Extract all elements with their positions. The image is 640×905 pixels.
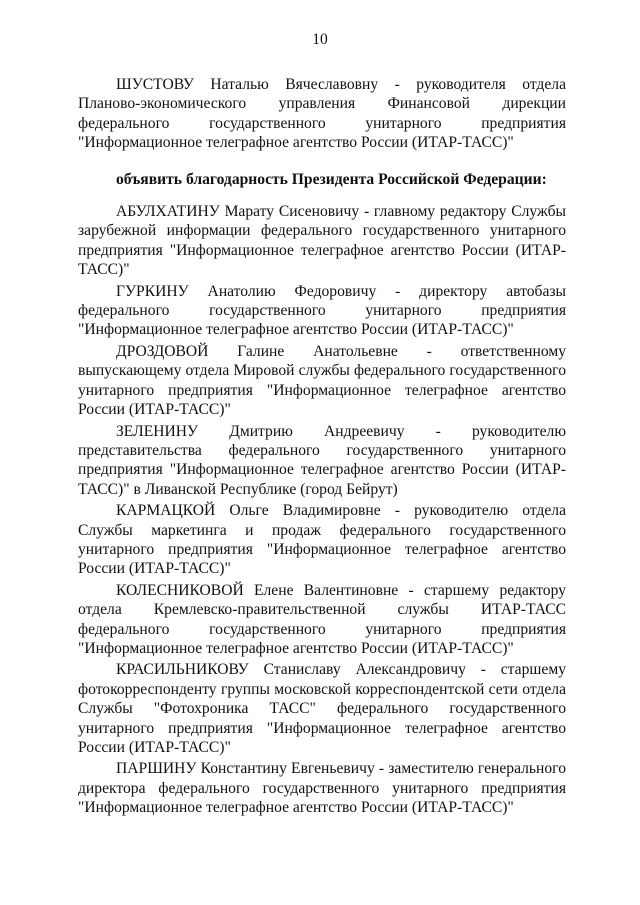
awardee-paragraph: ЗЕЛЕНИНУ Дмитрию Андреевичу - руководителю представительства федерального государственного унитарного предприятия "Информационное телеграфное агентство России (ИТАР-ТАСС)" в Ливанской Республике (город Бейрут) xyxy=(78,422,566,498)
awardee-paragraph: ДРОЗДОВОЙ Галине Анатольевне - ответственному выпускающему отдела Мировой службы федерального государственного унитарного предприятия "Информационное телеграфное агентство России (ИТАР-ТАСС)" xyxy=(78,342,566,419)
page-number: 10 xyxy=(312,31,328,48)
awardee-paragraph: КРАСИЛЬНИКОВУ Станиславу Александровичу - старшему фотокорреспонденту группы московской корреспондентской сети отдела Службы "Фотохроника ТАСС" федерального государственного унитарного предприятия "Информационное телеграфное агентство России (ИТАР-ТАСС)" xyxy=(78,661,566,756)
document-body xyxy=(78,75,566,820)
awardee-paragraph: АБУЛХАТИНУ Марату Сисеновичу - главному редактору Службы зарубежной информации федерального государственного унитарного предприятия "Информационное телеграфное агентство России (ИТАР-ТАСС)" xyxy=(78,203,566,279)
awardee-paragraph-shustova: ШУСТОВУ Наталью Вячеславовну - руководителя отдела Планово-экономического управления Финансовой дирекции федерального государственного унитарного предприятия "Информационное телеграфное агентство России (ИТАР-ТАСС)" xyxy=(78,76,566,152)
awardee-paragraph: ПАРШИНУ Константину Евгеньевичу - заместителю генерального директора федерального государственного унитарного предприятия "Информационное телеграфное агентство России (ИТАР-ТАСС)" xyxy=(78,760,566,817)
section-heading: объявить благодарность Президента Российской Федерации: xyxy=(116,170,547,188)
awardee-paragraph: КАРМАЦКОЙ Ольге Владимировне - руководителю отдела Службы маркетинга и продаж федерального государственного унитарного предприятия "Информационное телеграфное агентство России (ИТАР-ТАСС)" xyxy=(78,502,566,578)
awardee-paragraph: ГУРКИНУ Анатолию Федоровичу - директору автобазы федерального государственного унитарного предприятия "Информационное телеграфное агентство России (ИТАР-ТАСС)" xyxy=(78,282,566,339)
awardee-paragraph: КОЛЕСНИКОВОЙ Елене Валентиновне - старшему редактору отдела Кремлевско-правительственной службы ИТАР-ТАСС федерального государственного унитарного предприятия "Информационное телеграфное агентство России (ИТАР-ТАСС)" xyxy=(78,581,566,657)
